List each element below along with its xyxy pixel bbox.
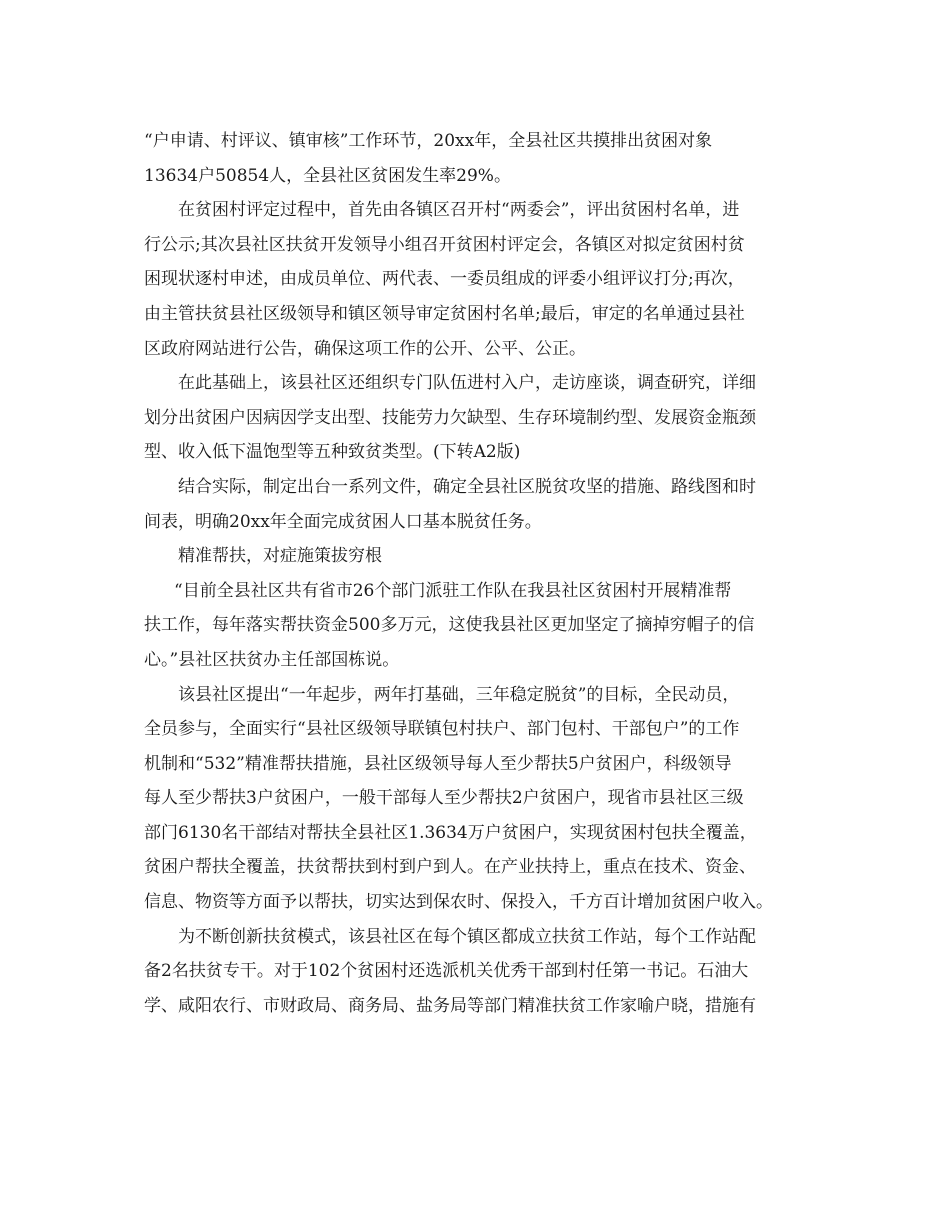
text-line: 每人至少帮扶3户贫困户，一般干部每人至少帮扶2户贫困户，现省市县社区三级	[144, 788, 744, 809]
paragraph-start-line: “目前全县社区共有省市26个部门派驻工作队在我县社区贫困村开展精准帮	[174, 580, 732, 601]
document-body	[144, 124, 824, 1023]
text-line: 机制和“532”精准帮扶措施，县社区级领导每人至少帮扶5户贫困户，科级领导	[144, 753, 732, 774]
text-line: 划分出贫困户因病因学支出型、技能劳力欠缺型、生存环境制约型、发展资金瓶颈	[144, 407, 756, 428]
text-line: 部门6130名干部结对帮扶全县社区1.3634万户贫困户，实现贫困村包扶全覆盖，	[144, 822, 757, 843]
text-line: 型、收入低下温饱型等五种致贫类型。(下转A2版)	[144, 442, 521, 463]
text-line: 困现状逐村申述，由成员单位、两代表、一委员组成的评委小组评议打分;再次，	[144, 269, 745, 290]
section-heading: 精准帮扶，对症施策拔穷根	[178, 546, 382, 567]
text-line: 13634户50854人，全县社区贫困发生率29%。	[144, 165, 511, 186]
text-line: 心。”县社区扶贫办主任部国栋说。	[144, 649, 400, 670]
paragraph-start-line: 为不断创新扶贫模式，该县社区在每个镇区都成立扶贫工作站，每个工作站配	[178, 926, 756, 947]
text-line: 区政府网站进行公告，确保这项工作的公开、公平、公正。	[144, 338, 586, 359]
text-line: 由主管扶贫县社区级领导和镇区领导审定贫困村名单;最后，审定的名单通过县社	[144, 303, 745, 324]
text-line: 全员参与，全面实行“县社区级领导联镇包村扶户、部门包村、干部包户”的工作	[144, 719, 740, 740]
text-line: 行公示;其次县社区扶贫开发领导小组召开贫困村评定会，各镇区对拟定贫困村贫	[144, 234, 745, 255]
paragraph-start-line: 结合实际，制定出台一系列文件，确定全县社区脱贫攻坚的措施、路线图和时	[178, 476, 756, 497]
text-line: 学、咸阳农行、市财政局、商务局、盐务局等部门精准扶贫工作家喻户晓，措施有	[144, 995, 756, 1016]
text-line: 间表，明确20xx年全面完成贫困人口基本脱贫任务。	[144, 511, 542, 532]
text-line: 备2名扶贫专干。对于102个贫困村还选派机关优秀干部到村任第一书记。石油大	[144, 961, 749, 982]
paragraph-start-line: 在贫困村评定过程中，首先由各镇区召开村“两委会”，评出贫困村名单，进	[178, 200, 740, 221]
paragraph-start-line: 在此基础上，该县社区还组织专门队伍进村入户，走访座谈，调查研究，详细	[178, 373, 756, 394]
text-line: 信息、物资等方面予以帮扶，切实达到保农时、保投入，千方百计增加贫困户收入。	[144, 892, 773, 913]
text-line: 贫困户帮扶全覆盖，扶贫帮扶到村到户到人。在产业扶持上，重点在技术、资金、	[144, 857, 756, 878]
text-line: “户申请、村评议、镇审核”工作环节，20xx年，全县社区共摸排出贫困对象	[144, 131, 713, 151]
text-line: 扶工作，每年落实帮扶资金500多万元，这使我县社区更加坚定了摘掉穷帽子的信	[144, 615, 755, 636]
paragraph-start-line: 该县社区提出“一年起步，两年打基础，三年稳定脱贫”的目标，全民动员，	[178, 684, 740, 705]
